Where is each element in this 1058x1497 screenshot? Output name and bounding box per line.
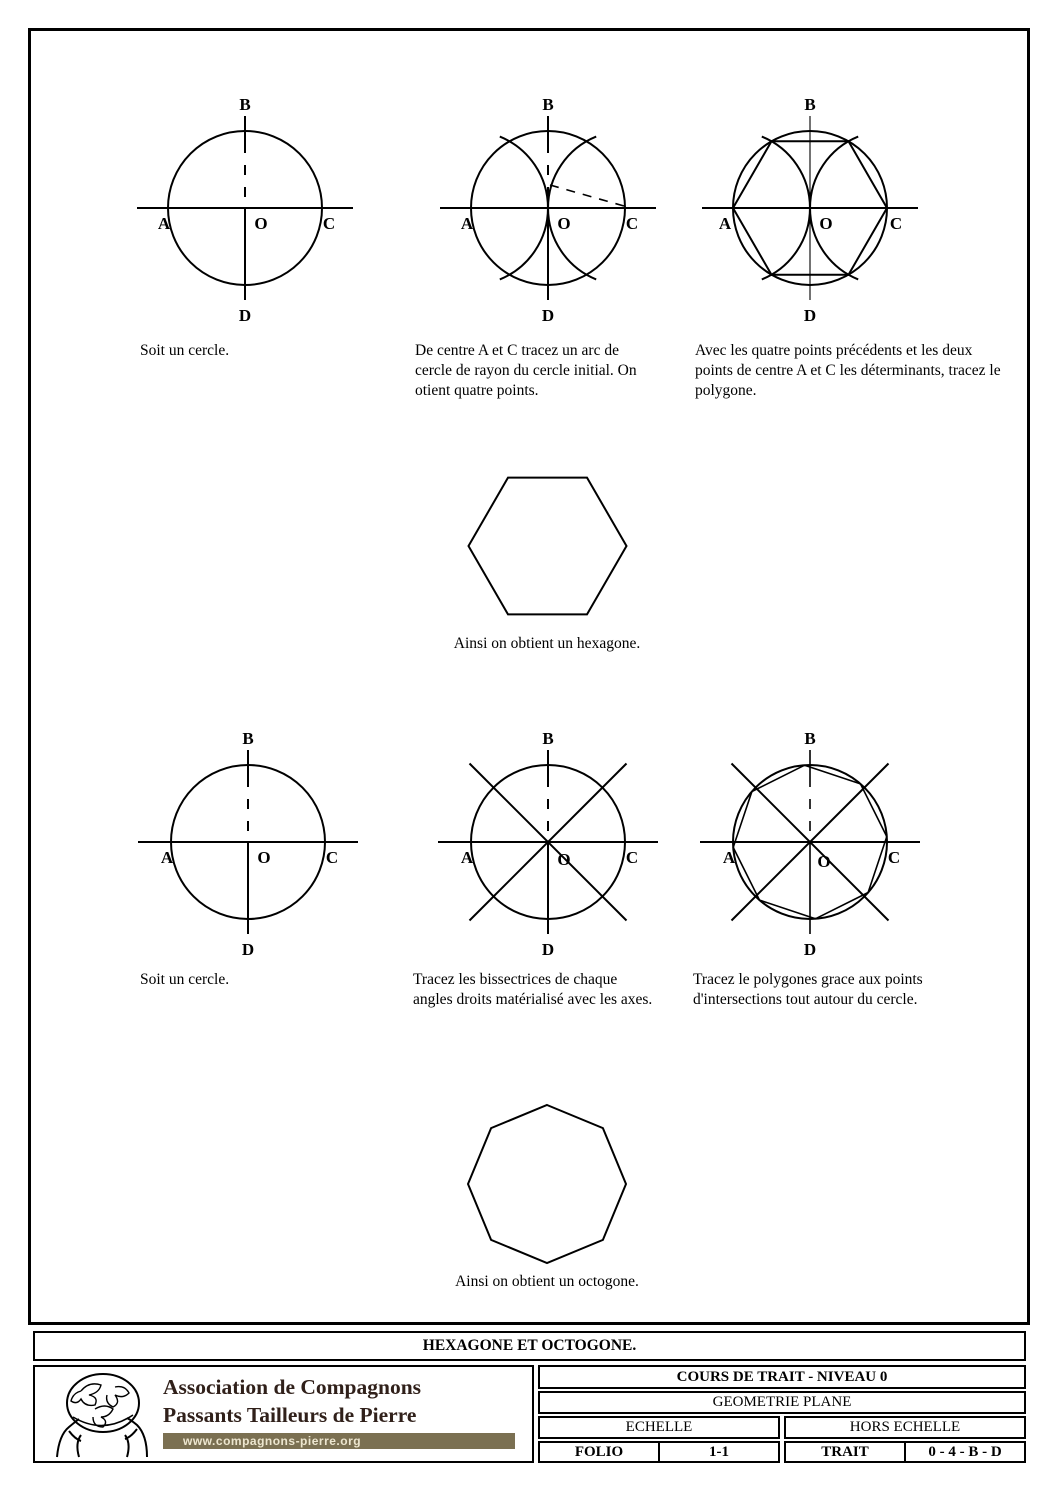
point-label-O: O (817, 852, 831, 871)
point-label-D: D (541, 940, 555, 959)
point-label-C: C (887, 848, 901, 867)
point-label-B: B (239, 95, 251, 114)
result-caption: Ainsi on obtient un hexagone. (453, 635, 641, 652)
point-label-B: B (242, 729, 254, 748)
point-label-C: C (625, 214, 639, 233)
point-label-C: C (322, 214, 336, 233)
diagram-octagon-step6 (670, 712, 950, 972)
point-label-C: C (625, 848, 639, 867)
cartouche-course: COURS DE TRAIT - NIVEAU 0 (538, 1365, 1026, 1389)
point-label-D: D (803, 306, 817, 323)
step-caption: Tracez les bissectrices de chaque angles droits matérialisé avec les axes. (413, 971, 653, 1008)
organization-name-line1: Association de Compagnons (163, 1375, 422, 1399)
point-label-B: B (542, 729, 554, 748)
point-label-B: B (804, 729, 816, 748)
cartouche-folio-cell (538, 1441, 780, 1463)
cartouche-scale-value: HORS ECHELLE (784, 1416, 1026, 1439)
diagram-circle-axes-2 (108, 712, 388, 972)
point-label-D: D (541, 306, 555, 323)
point-label-C: C (325, 848, 339, 867)
cartouche-domain: GEOMETRIE PLANE (538, 1391, 1026, 1414)
result-octagon (460, 1098, 635, 1273)
trait-label: TRAIT (821, 1444, 869, 1460)
radius-dashed-line (550, 185, 624, 206)
cartouche-trait-cell (784, 1441, 1026, 1463)
step-caption: Soit un cercle. (140, 971, 230, 988)
point-label-D: D (241, 940, 255, 959)
organization-name-line2: Passants Tailleurs de Pierre (163, 1403, 417, 1427)
step-caption: Tracez le polygones grace aux points d'intersections tout autour du cercle. (693, 971, 923, 1008)
point-label-A: A (460, 214, 474, 233)
point-label-A: A (157, 214, 171, 233)
step-caption: De centre A et C tracez un arc de cercle de rayon du cercle initial. On otient quatre points. (415, 342, 637, 399)
footer-organization-block (33, 1365, 534, 1463)
cartouche-scale-label: ECHELLE (538, 1416, 780, 1439)
organization-website: www.compagnons-pierre.org (163, 1433, 515, 1449)
point-label-A: A (160, 848, 174, 867)
point-label-B: B (804, 95, 816, 114)
point-label-O: O (257, 848, 271, 867)
point-label-O: O (819, 214, 833, 233)
globe-hands-icon (43, 1369, 161, 1459)
point-label-D: D (238, 306, 252, 323)
sheet-title: HEXAGONE ET OCTOGONE. (33, 1331, 1026, 1361)
result-caption: Ainsi on obtient un octogone. (455, 1273, 639, 1290)
hexagon (469, 478, 627, 615)
point-label-O: O (557, 214, 571, 233)
result-hexagon (460, 465, 635, 625)
point-label-C: C (889, 214, 903, 233)
point-label-A: A (722, 848, 736, 867)
trait-value: 0 - 4 - B - D (928, 1444, 1002, 1460)
diagram-arcs-step2 (418, 88, 678, 323)
point-label-O: O (557, 850, 571, 869)
step-caption: Soit un cercle. (140, 342, 230, 359)
octagon (468, 1105, 626, 1263)
point-label-D: D (803, 940, 817, 959)
folio-value: 1-1 (709, 1444, 729, 1460)
folio-label: FOLIO (574, 1444, 624, 1460)
point-label-B: B (542, 95, 554, 114)
point-label-A: A (718, 214, 732, 233)
diagram-circle-axes-1 (115, 88, 375, 323)
diagram-bisectors-step5 (408, 712, 688, 972)
point-label-A: A (460, 848, 474, 867)
point-label-O: O (254, 214, 268, 233)
step-caption: Avec les quatre points précédents et les deux points de centre A et C les déterminants, tracez le polygone. (695, 342, 1001, 399)
diagram-hexagon-step3 (680, 88, 940, 323)
